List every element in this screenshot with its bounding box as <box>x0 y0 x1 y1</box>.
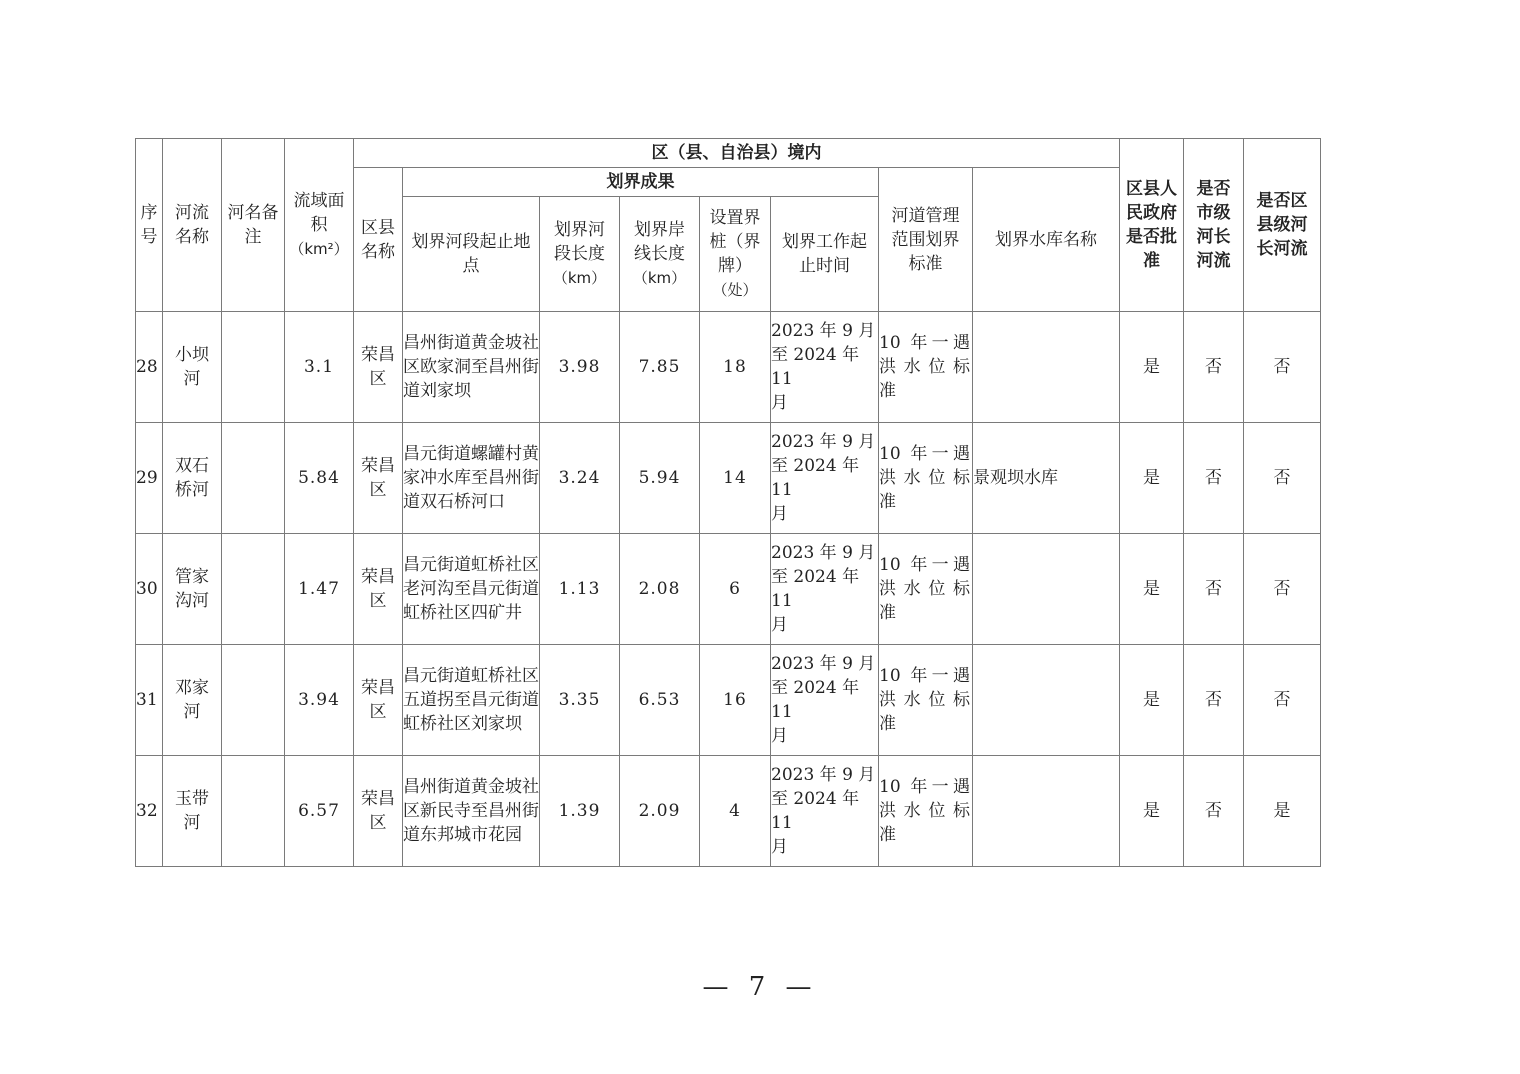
row-river-note <box>222 756 285 867</box>
row-city-level: 否 <box>1184 423 1244 534</box>
header-basin-area-label: 流域面积 <box>293 191 345 235</box>
table-row <box>136 756 1321 867</box>
row-bank-length: 5.94 <box>620 423 700 534</box>
row-seg-length: 3.35 <box>540 645 620 756</box>
row-markers: 16 <box>700 645 771 756</box>
row-standard <box>879 645 973 756</box>
row-reservoir <box>973 312 1120 423</box>
row-standard <box>879 423 973 534</box>
row-city-level: 否 <box>1184 756 1244 867</box>
row-district: 荣昌区 <box>354 534 403 645</box>
row-work-time-line: 月 <box>771 837 788 857</box>
row-standard-line: 10 年一遇 <box>879 666 970 686</box>
row-standard-line: 洪水位标 <box>879 690 970 710</box>
header-basin-area-unit: （km²） <box>289 240 349 258</box>
row-work-time <box>771 534 879 645</box>
row-district: 荣昌区 <box>354 645 403 756</box>
row-segment: 昌州街道黄金坡社区新民寺至昌州街道东邦城市花园 <box>403 756 540 867</box>
header-city-level: 是否市级河长河流 <box>1184 139 1244 312</box>
row-city-level: 否 <box>1184 312 1244 423</box>
row-seg-length: 3.98 <box>540 312 620 423</box>
row-district: 荣昌区 <box>354 312 403 423</box>
header-work-time: 划界工作起止时间 <box>771 197 879 312</box>
header-standard: 河道管理范围划界标准 <box>879 168 973 312</box>
row-seg-length: 3.24 <box>540 423 620 534</box>
row-work-time-line: 至 2024 年 11 <box>771 456 860 500</box>
row-standard-line: 10 年一遇 <box>879 444 970 464</box>
row-standard-line: 洪水位标 <box>879 579 970 599</box>
header-results-group: 划界成果 <box>403 168 879 197</box>
table-row <box>136 645 1321 756</box>
row-standard-line: 准 <box>879 825 896 845</box>
row-work-time-line: 2023 年 9 月 <box>771 654 876 674</box>
row-standard-line: 洪水位标 <box>879 468 970 488</box>
row-district: 荣昌区 <box>354 756 403 867</box>
row-seq: 32 <box>136 756 163 867</box>
row-segment: 昌元街道虹桥社区五道拐至昌元街道虹桥社区刘家坝 <box>403 645 540 756</box>
row-river-note <box>222 645 285 756</box>
row-city-level: 否 <box>1184 645 1244 756</box>
row-river-note <box>222 423 285 534</box>
row-work-time-line: 至 2024 年 11 <box>771 789 860 833</box>
row-reservoir <box>973 645 1120 756</box>
row-markers: 18 <box>700 312 771 423</box>
row-river-name: 小坝河 <box>163 312 222 423</box>
row-seg-length: 1.13 <box>540 534 620 645</box>
row-approved: 是 <box>1120 312 1184 423</box>
row-river-name: 管家沟河 <box>163 534 222 645</box>
row-city-level: 否 <box>1184 534 1244 645</box>
row-standard-line: 准 <box>879 492 896 512</box>
header-region-group: 区（县、自治县）境内 <box>354 139 1120 168</box>
row-segment: 昌州街道黄金坡社区欧家洞至昌州街道刘家坝 <box>403 312 540 423</box>
river-demarcation-table <box>135 138 1321 867</box>
header-markers-unit: （处） <box>712 281 758 299</box>
row-district-level: 否 <box>1244 423 1321 534</box>
row-approved: 是 <box>1120 423 1184 534</box>
row-river-name: 邓家河 <box>163 645 222 756</box>
row-bank-length: 2.08 <box>620 534 700 645</box>
row-river-name: 玉带河 <box>163 756 222 867</box>
row-river-note <box>222 312 285 423</box>
row-bank-length: 6.53 <box>620 645 700 756</box>
header-river-name: 河流名称 <box>163 139 222 312</box>
row-standard-line: 10 年一遇 <box>879 777 970 797</box>
table-row <box>136 534 1321 645</box>
row-river-name: 双石桥河 <box>163 423 222 534</box>
header-bank-length <box>620 197 700 312</box>
row-bank-length: 7.85 <box>620 312 700 423</box>
row-standard-line: 洪水位标 <box>879 357 970 377</box>
row-work-time-line: 至 2024 年 11 <box>771 567 860 611</box>
row-district-level: 否 <box>1244 534 1321 645</box>
page-number: — 7 — <box>702 972 818 1002</box>
row-work-time-line: 至 2024 年 11 <box>771 345 860 389</box>
header-district-level: 是否区县级河长河流 <box>1244 139 1321 312</box>
header-approved: 区县人民政府是否批准 <box>1120 139 1184 312</box>
row-standard-line: 准 <box>879 381 896 401</box>
header-district: 区县名称 <box>354 168 403 312</box>
row-work-time <box>771 756 879 867</box>
header-seq: 序号 <box>136 139 163 312</box>
header-bank-length-unit: （km） <box>632 269 687 287</box>
row-basin-area: 3.94 <box>285 645 354 756</box>
row-seq: 31 <box>136 645 163 756</box>
row-standard-line: 10 年一遇 <box>879 333 970 353</box>
row-reservoir <box>973 534 1120 645</box>
row-markers: 4 <box>700 756 771 867</box>
row-standard-line: 准 <box>879 603 896 623</box>
row-approved: 是 <box>1120 534 1184 645</box>
table-row <box>136 423 1321 534</box>
row-segment: 昌元街道虹桥社区老河沟至昌元街道虹桥社区四矿井 <box>403 534 540 645</box>
row-bank-length: 2.09 <box>620 756 700 867</box>
row-basin-area: 5.84 <box>285 423 354 534</box>
row-seq: 30 <box>136 534 163 645</box>
row-work-time-line: 月 <box>771 726 788 746</box>
row-district-level: 是 <box>1244 756 1321 867</box>
header-river-note: 河名备注 <box>222 139 285 312</box>
row-seq: 29 <box>136 423 163 534</box>
row-standard <box>879 312 973 423</box>
table-row <box>136 312 1321 423</box>
header-markers <box>700 197 771 312</box>
row-basin-area: 3.1 <box>285 312 354 423</box>
row-basin-area: 1.47 <box>285 534 354 645</box>
row-work-time-line: 2023 年 9 月 <box>771 432 876 452</box>
row-reservoir: 景观坝水库 <box>973 423 1120 534</box>
header-reservoir: 划界水库名称 <box>973 168 1120 312</box>
row-work-time-line: 2023 年 9 月 <box>771 321 876 341</box>
header-segment: 划界河段起止地点 <box>403 197 540 312</box>
header-seg-length <box>540 197 620 312</box>
row-approved: 是 <box>1120 645 1184 756</box>
row-approved: 是 <box>1120 756 1184 867</box>
row-seq: 28 <box>136 312 163 423</box>
row-standard-line: 10 年一遇 <box>879 555 970 575</box>
row-markers: 6 <box>700 534 771 645</box>
row-segment: 昌元街道螺罐村黄家冲水库至昌州街道双石桥河口 <box>403 423 540 534</box>
row-reservoir <box>973 756 1120 867</box>
row-work-time-line: 2023 年 9 月 <box>771 543 876 563</box>
row-work-time-line: 至 2024 年 11 <box>771 678 860 722</box>
header-basin-area <box>285 139 354 312</box>
row-seg-length: 1.39 <box>540 756 620 867</box>
header-bank-length-label: 划界岸线长度 <box>634 220 685 264</box>
row-river-note <box>222 534 285 645</box>
row-standard <box>879 534 973 645</box>
row-work-time <box>771 312 879 423</box>
header-seg-length-unit: （km） <box>552 269 607 287</box>
row-work-time-line: 月 <box>771 393 788 413</box>
row-district-level: 否 <box>1244 645 1321 756</box>
row-work-time-line: 2023 年 9 月 <box>771 765 876 785</box>
row-markers: 14 <box>700 423 771 534</box>
header-markers-label: 设置界桩（界牌） <box>709 208 761 276</box>
row-work-time <box>771 645 879 756</box>
row-standard-line: 准 <box>879 714 896 734</box>
header-seg-length-label: 划界河段长度 <box>554 220 605 264</box>
row-work-time-line: 月 <box>771 615 788 635</box>
row-basin-area: 6.57 <box>285 756 354 867</box>
row-district: 荣昌区 <box>354 423 403 534</box>
row-district-level: 否 <box>1244 312 1321 423</box>
row-work-time <box>771 423 879 534</box>
row-work-time-line: 月 <box>771 504 788 524</box>
row-standard <box>879 756 973 867</box>
row-standard-line: 洪水位标 <box>879 801 970 821</box>
